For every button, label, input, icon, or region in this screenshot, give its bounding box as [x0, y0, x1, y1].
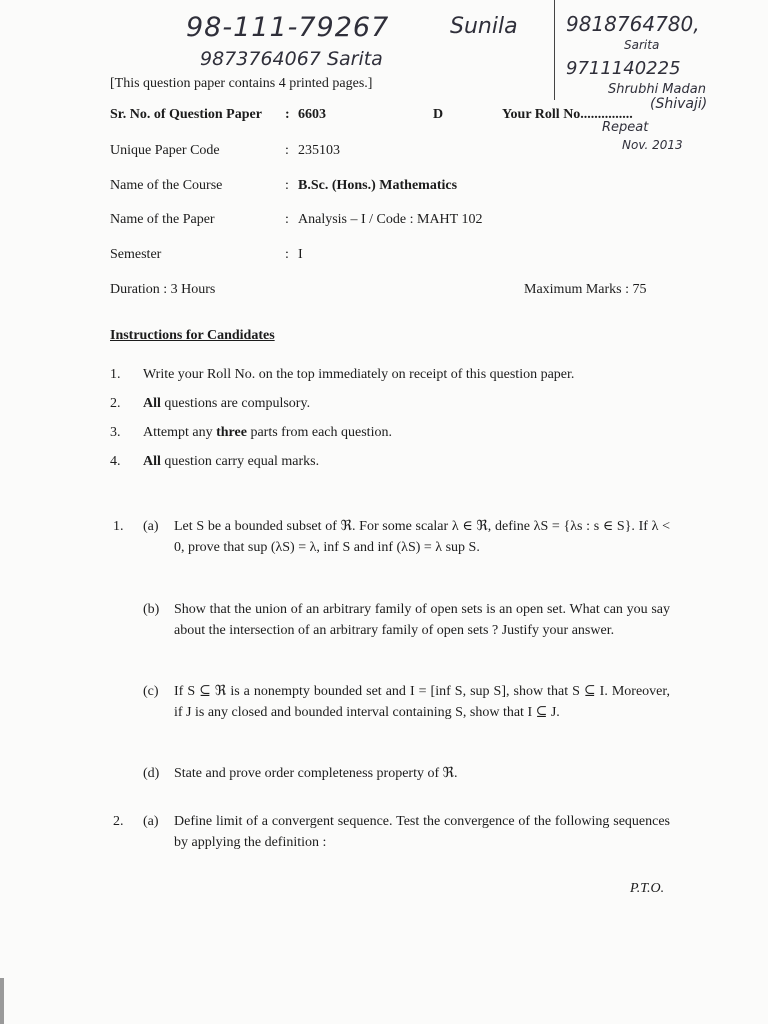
course-label: Name of the Course	[110, 178, 223, 193]
instruction-item: Write your Roll No. on the top immediately on receipt of this question paper.	[143, 367, 575, 382]
semester-separator: :	[285, 247, 289, 262]
handwritten-phone-1: 98-111-79267	[186, 12, 390, 43]
handwritten-phone-4: 9711140225	[566, 58, 681, 79]
paper-code-separator: :	[285, 143, 289, 158]
instruction-item: Attempt any three parts from each question.	[143, 425, 392, 440]
question-1-number: 1.	[113, 519, 124, 534]
question-2a-label: (a)	[143, 814, 159, 829]
question-1a-label: (a)	[143, 519, 159, 534]
instruction-item: All question carry equal marks.	[143, 454, 320, 469]
roll-number-field: Your Roll No...............	[502, 107, 633, 122]
handwritten-name-sarita-2: Sarita	[624, 38, 660, 52]
handwritten-name-sunila: Sunila	[450, 14, 518, 39]
instruction-number: 1.	[110, 367, 121, 382]
paper-name-label: Name of the Paper	[110, 212, 215, 227]
question-1d-label: (d)	[143, 766, 160, 781]
scan-edge	[0, 978, 4, 1024]
serial-value: 6603	[298, 107, 326, 122]
question-1c-text: If S ⊆ ℜ is a nonempty bounded set and I = [inf S, sup S], show that S ⊆ I. Moreover, if J is any closed and bounded interval containing S, show that I ⊆ J.	[174, 684, 670, 720]
paper-name-value: Analysis – I / Code : MAHT 102	[298, 212, 483, 227]
handwritten-name-madan: Shrubhi Madan	[608, 82, 706, 97]
question-2a-text: Define limit of a convergent sequence. Test the convergence of the following sequences by applying the definition :	[174, 814, 670, 850]
question-1b-text: Show that the union of an arbitrary family of open sets is an open set. What can you say about the intersection of an arbitrary family of open sets ? Justify your answer.	[174, 602, 670, 638]
question-1a-text: Let S be a bounded subset of ℜ. For some scalar λ ∈ ℜ, define λS = {λs : s ∈ S}. If λ < 0, prove that sup (λS) = λ, inf S and inf (λS) = λ sup S.	[174, 519, 670, 555]
please-turn-over: P.T.O.	[630, 881, 665, 896]
paper-code-value: 235103	[298, 143, 340, 158]
question-2-number: 2.	[113, 814, 124, 829]
instruction-number: 2.	[110, 396, 121, 411]
paper-code-label: Unique Paper Code	[110, 143, 220, 158]
handwritten-college: (Shivaji)	[650, 96, 708, 112]
course-value: B.Sc. (Hons.) Mathematics	[298, 178, 458, 193]
printed-pages-note: [This question paper contains 4 printed pages.]	[110, 76, 373, 91]
instruction-number: 3.	[110, 425, 121, 440]
maximum-marks: Maximum Marks : 75	[524, 282, 647, 297]
handwritten-phone-3: 9818764780,	[566, 12, 700, 36]
question-1d-text: State and prove order completeness property of ℜ.	[174, 766, 458, 781]
paper-name-separator: :	[285, 212, 289, 227]
instructions-title: Instructions for Candidates	[110, 328, 275, 343]
course-separator: :	[285, 178, 289, 193]
semester-label: Semester	[110, 247, 162, 262]
serial-label: Sr. No. of Question Paper	[110, 107, 262, 122]
question-1c-label: (c)	[143, 684, 159, 699]
handwritten-phone-2: 9873764067 Sarita	[200, 48, 383, 70]
question-1b-label: (b)	[143, 602, 160, 617]
handwritten-divider-line	[554, 0, 555, 100]
handwritten-date: Nov. 2013	[622, 138, 683, 152]
set-letter: D	[433, 107, 444, 122]
duration: Duration : 3 Hours	[110, 282, 216, 297]
serial-separator: :	[285, 107, 290, 122]
semester-value: I	[298, 247, 303, 262]
instruction-item: All questions are compulsory.	[143, 396, 311, 411]
instruction-number: 4.	[110, 454, 121, 469]
handwritten-repeat: Repeat	[602, 120, 649, 135]
